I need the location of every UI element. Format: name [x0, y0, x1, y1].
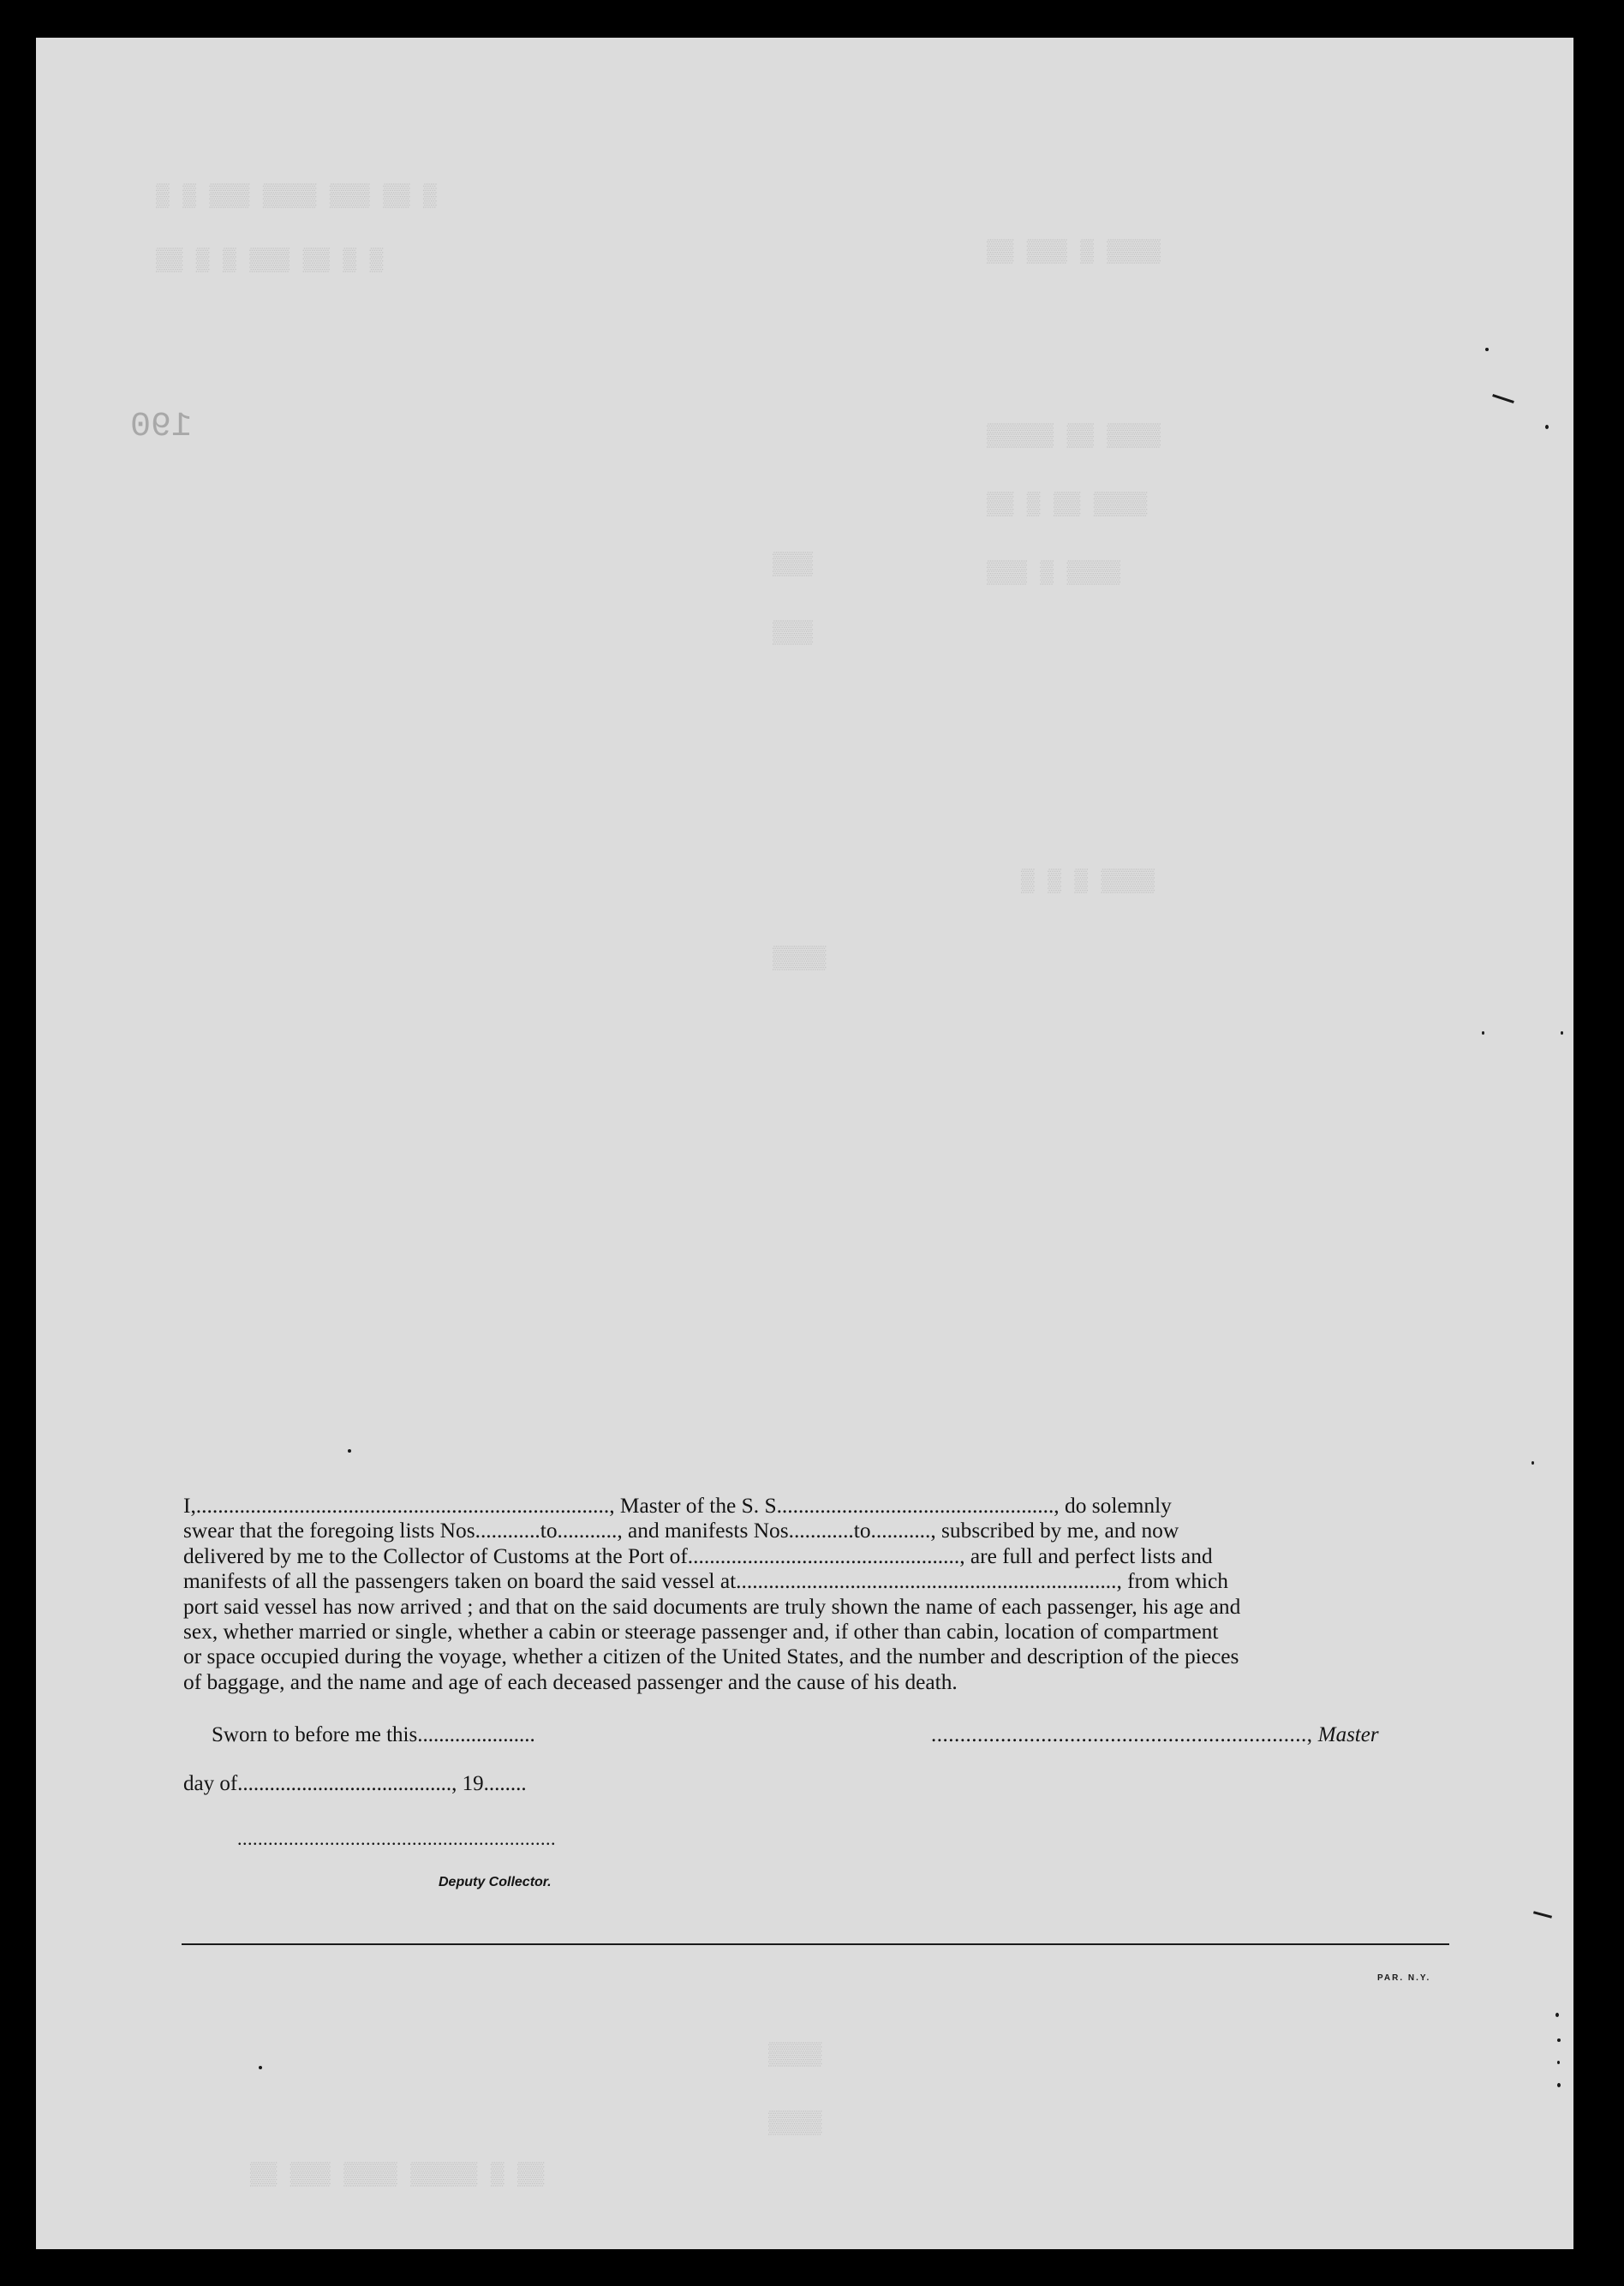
oath-line: manifests of all the passengers taken on board the said vessel at......................................................................, from which [183, 1569, 1228, 1594]
scan-mark [1533, 1911, 1552, 1919]
scan-speck [1545, 425, 1549, 429]
scan-speck [348, 1449, 351, 1453]
bleed-through-text: ▒▒▒ [773, 620, 813, 646]
master-signature-dots: ................................................................., [931, 1723, 1313, 1746]
day-of-line: day of........................................, 19........ [183, 1772, 527, 1795]
oath-line: I,............................................................................, Master of the S. S..................................................., do solemnly [183, 1494, 1172, 1518]
oath-line: of baggage, and the name and age of each deceased passenger and the cause of his death. [183, 1669, 958, 1694]
bleed-through-text: ▒▒▒ [773, 552, 813, 577]
bleed-through-text: ▒▒▒ ▒ ▒▒▒▒ [987, 560, 1121, 586]
master-title: Master [1317, 1723, 1379, 1746]
bleed-through-text: ▒▒ ▒ ▒▒ ▒▒▒▒ [987, 492, 1148, 517]
bleed-through-text: ▒▒▒▒ [768, 2042, 822, 2068]
oath-line: sex, whether married or single, whether a cabin or steerage passenger and, if other than cabin, location of compartment [183, 1620, 1219, 1644]
oath-line: port said vessel has now arrived ; and that on the said documents are truly shown the name of each passenger, his age and [183, 1594, 1241, 1619]
oath-line: delivered by me to the Collector of Customs at the Port of.................................................., are full and perfect lists and [183, 1543, 1213, 1568]
deputy-collector-label: Deputy Collector. [439, 1875, 552, 1889]
scan-speck [1531, 1461, 1534, 1465]
bleed-through-text: ▒▒ ▒▒▒ ▒▒▒▒ ▒▒▒▒▒ ▒ ▒▒ [250, 2162, 545, 2188]
scan-speck [1555, 2013, 1559, 2017]
form-page [36, 38, 1573, 2249]
scan-speck [1557, 2061, 1560, 2064]
oath-line: swear that the foregoing lists Nos............to..........., and manifests Nos............to..........., subscribed by me, and now [183, 1519, 1179, 1543]
scan-speck [259, 2066, 262, 2069]
scan-speck [1557, 2083, 1561, 2087]
bleed-through-text: ▒▒▒▒▒ ▒▒ ▒▒▒▒ [987, 423, 1161, 449]
bleed-through-text: ▒▒▒▒ [773, 946, 827, 971]
oath-paragraph [183, 1494, 1492, 1695]
bleed-through-text: ▒ ▒ ▒▒▒ ▒▒▒▒ ▒▒▒ ▒▒ ▒ [156, 183, 437, 209]
deputy-signature-dots: .............................................................. [237, 1828, 556, 1849]
scan-speck [1485, 348, 1489, 351]
scan-mark [1492, 394, 1514, 403]
bleed-through-text: ▒▒ ▒▒▒ ▒ ▒▒▒▒ [987, 239, 1161, 265]
scan-speck [1557, 2038, 1561, 2042]
master-signature-line [931, 1723, 1379, 1747]
sworn-before-line: Sworn to before me this...................... [212, 1723, 535, 1746]
divider-rule [182, 1943, 1449, 1945]
scan-speck [1482, 1031, 1484, 1035]
bleed-through-number: 190 [130, 408, 193, 446]
scan-speck [1561, 1031, 1563, 1035]
oath-line: or space occupied during the voyage, whether a citizen of the United States, and the number and description of the pieces [183, 1644, 1239, 1669]
bleed-through-text: ▒ ▒ ▒ ▒▒▒▒ [1021, 868, 1155, 894]
bleed-through-text: ▒▒ ▒ ▒ ▒▒▒ ▒▒ ▒ ▒ [156, 248, 384, 273]
printer-mark: PAR. N.Y. [1377, 1973, 1431, 1983]
bleed-through-text: ▒▒▒▒ [768, 2110, 822, 2136]
